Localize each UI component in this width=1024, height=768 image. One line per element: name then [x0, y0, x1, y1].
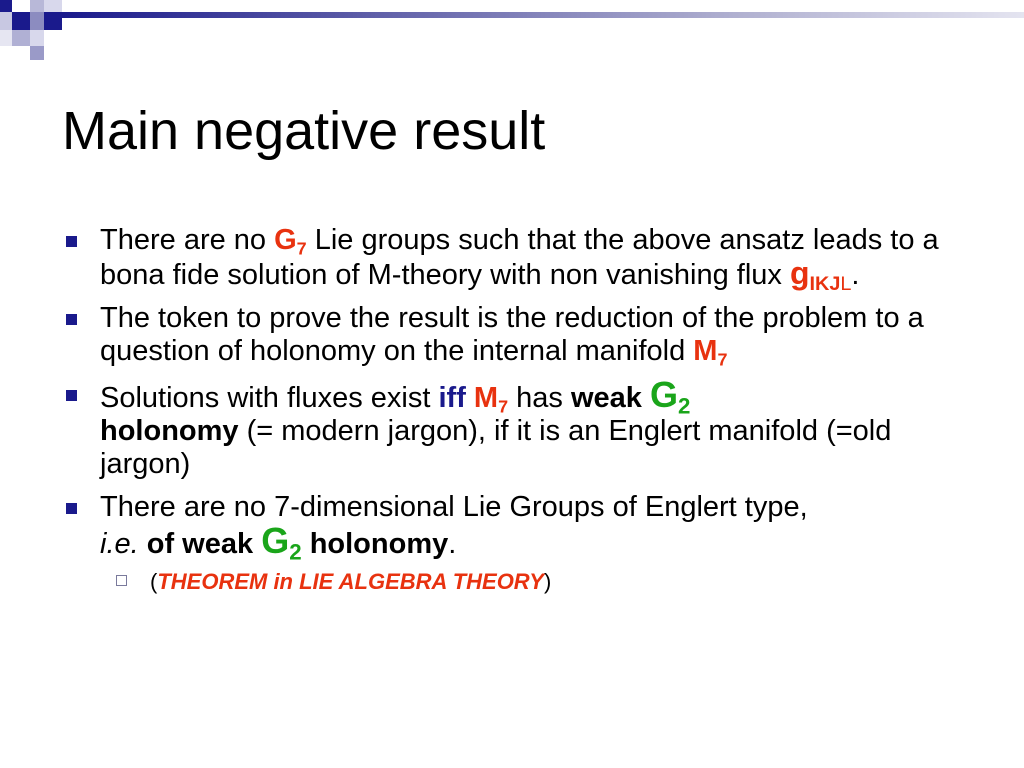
bullet-text: (= modern jargon), if it is an Englert manifold (=old jargon) [100, 415, 892, 480]
manifold-symbol: $M_7$ [473, 382, 509, 417]
deco-square [30, 46, 44, 60]
g2-symbol: $G_2$ [261, 520, 302, 565]
square-bullet-icon [66, 503, 77, 514]
manifold-symbol: $M_7$ [693, 335, 728, 370]
deco-square [0, 12, 12, 30]
top-rule-bar [62, 12, 1024, 18]
bullet-text: . [851, 259, 860, 291]
bullet-text: . [448, 528, 457, 560]
bullet-item [62, 374, 962, 481]
bullet-item [62, 224, 962, 295]
sub-bullet-item: (THEOREM in LIE ALGEBRA THEORY) [62, 567, 962, 597]
iff-keyword: iff [438, 382, 466, 414]
deco-square [0, 0, 12, 12]
bullet-text: Lie groups such that the above ansatz leads to a bona fide solution of M-theory with non vanishing flux [100, 224, 939, 291]
slide-title: Main negative result [62, 101, 546, 161]
weak-keyword: of weak [146, 528, 254, 560]
group-symbol: $G_7$ [274, 224, 307, 259]
ie-abbrev: i.e. [100, 528, 139, 560]
bullet-text: The token to prove the result is the reduction of the problem to a question of holonomy on the internal manifold [100, 302, 924, 367]
deco-square [30, 0, 44, 12]
theorem-note: THEOREM in LIE ALGEBRA THEORY [157, 569, 544, 594]
deco-square [30, 30, 44, 46]
weak-keyword: weak [570, 382, 642, 414]
square-bullet-icon [66, 314, 77, 325]
deco-square [44, 12, 62, 30]
flux-symbol: $g_{IKJL}$ [789, 255, 852, 295]
deco-square [44, 0, 62, 12]
corner-decoration [0, 0, 1024, 60]
hollow-square-bullet-icon [116, 575, 127, 586]
bullet-text: Solutions with fluxes exist [100, 382, 439, 414]
holonomy-keyword: holonomy [309, 528, 449, 560]
square-bullet-icon [66, 390, 77, 401]
holonomy-keyword: holonomy [100, 415, 239, 447]
bullet-item [62, 491, 962, 565]
deco-square [30, 12, 44, 30]
bullet-item [62, 302, 962, 368]
square-bullet-icon [66, 236, 77, 247]
g2-symbol: $G_2$ [649, 374, 691, 419]
bullet-text: There are no 7-dimensional Lie Groups of Englert type, [100, 491, 808, 523]
bullet-text: has [508, 382, 571, 414]
deco-square [12, 12, 30, 30]
deco-square [12, 30, 30, 46]
bullet-text: There are no [100, 224, 275, 256]
bullet-list [62, 224, 962, 597]
deco-square [0, 30, 12, 46]
